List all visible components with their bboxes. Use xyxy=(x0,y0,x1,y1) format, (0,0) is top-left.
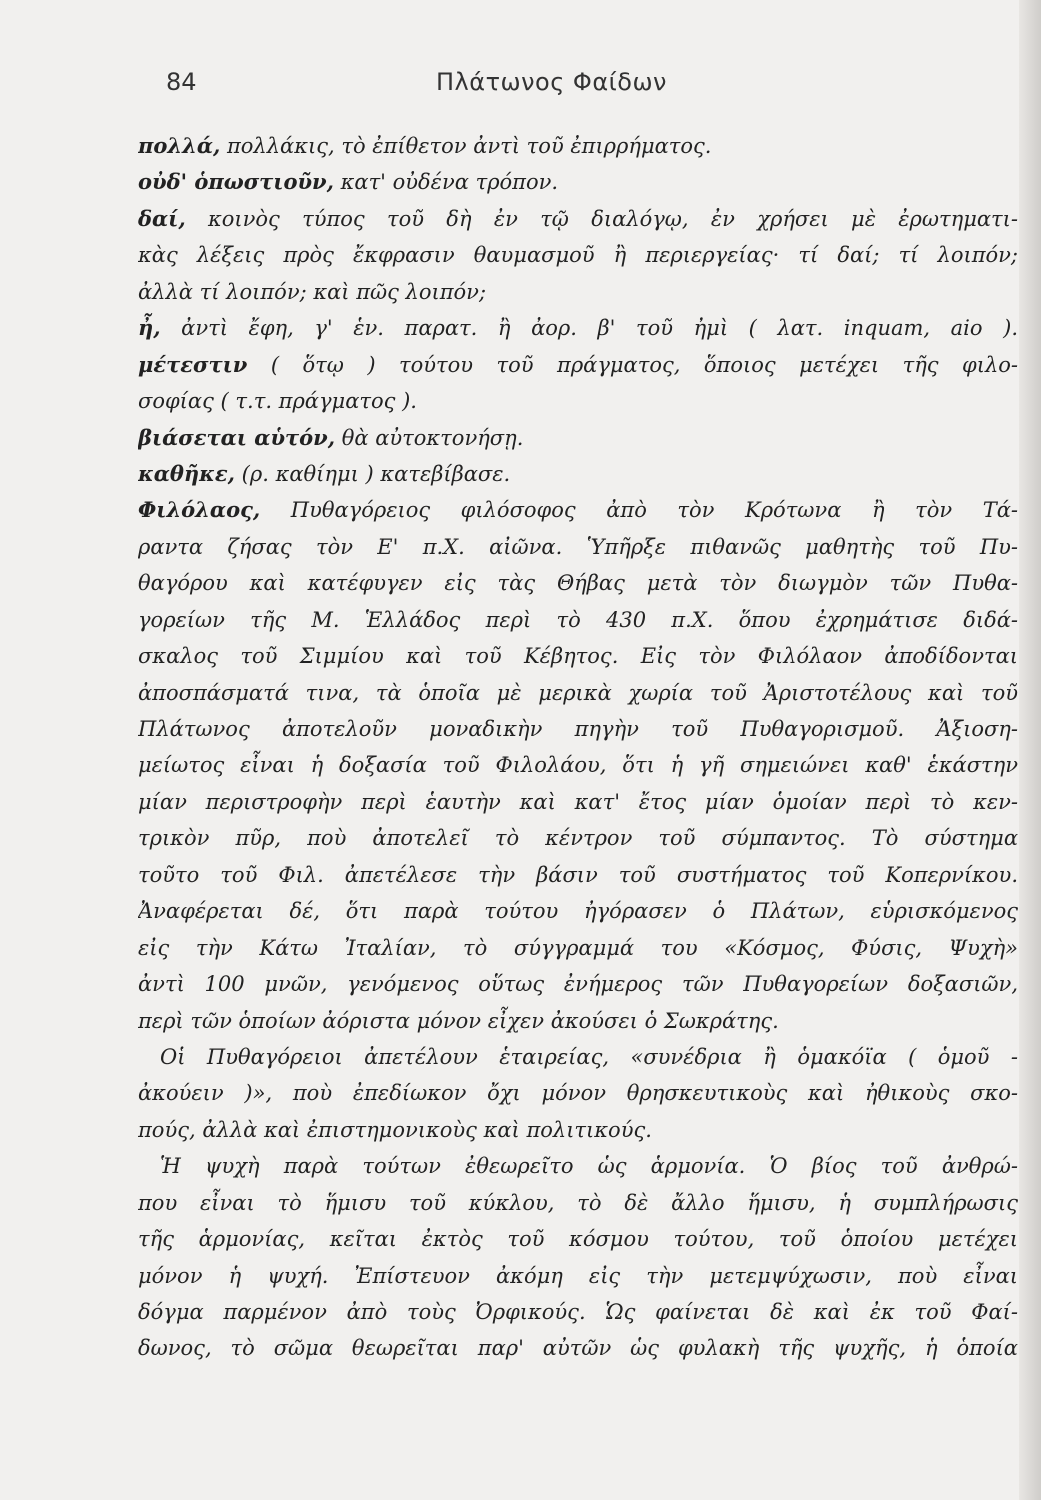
line-text: μίαν περιστροφὴν περὶ ἑαυτὴν καὶ κατ' ἔτος μίαν ὁμοίαν περὶ τὸ κεν- xyxy=(138,789,1018,814)
text-line xyxy=(138,383,1018,419)
text-line xyxy=(138,237,1018,273)
text-line xyxy=(138,201,1018,237)
text-line xyxy=(138,1112,1018,1148)
line-text: περὶ τῶν ὁποίων ἀόριστα μόνον εἶχεν ἀκούσει ὁ Σωκράτης. xyxy=(138,1008,779,1033)
text-line xyxy=(138,1185,1018,1221)
line-text: που εἶναι τὸ ἥμισυ τοῦ κύκλου, τὸ δὲ ἄλλο ἥμισυ, ἡ συμπλήρωσις xyxy=(138,1190,1018,1215)
line-text: πολλάκις, τὸ ἐπίθετον ἀντὶ τοῦ ἐπιρρήματος. xyxy=(220,134,712,158)
line-text: ραντα ζήσας τὸν Ε' π.Χ. αἰῶνα. Ὑπῆρξε πιθανῶς μαθητὴς τοῦ Πυ- xyxy=(138,534,1018,559)
text-line xyxy=(138,966,1018,1002)
line-text: δόγμα παρμένον ἀπὸ τοὺς Ὀρφικούς. Ὡς φαίνεται δὲ καὶ ἐκ τοῦ Φαί- xyxy=(138,1300,1018,1324)
line-text: Οἱ Πυθαγόρειοι ἀπετέλουν ἑταιρείας, «συνέδρια ἢ ὁμακόϊα ( ὁμοῦ - xyxy=(160,1044,1018,1069)
running-title: Πλάτωνος Φαίδων xyxy=(436,68,667,96)
line-text: (ρ. καθίημι ) κατεβίβασε. xyxy=(235,461,511,486)
glossary-term: ἦ, xyxy=(138,315,161,341)
text-line xyxy=(138,1075,1018,1111)
line-text: Ἡ ψυχὴ παρὰ τούτων ἐθεωρεῖτο ὡς ἁρμονία. Ὁ βίος τοῦ ἀνθρώ- xyxy=(160,1154,1018,1179)
commentary-text xyxy=(138,128,1018,1367)
text-line xyxy=(138,602,1018,638)
text-line xyxy=(138,820,1018,856)
text-line xyxy=(138,492,1018,528)
line-text: ἀλλὰ τί λοιπόν; καὶ πῶς λοιπόν; xyxy=(138,279,487,304)
line-text: σκαλος τοῦ Σιμμίου καὶ τοῦ Κέβητος. Εἰς τὸν Φιλόλαον ἀποδίδονται xyxy=(138,644,1018,669)
page-edge-shadow xyxy=(1019,0,1041,1500)
glossary-term: βιάσεται αὑτόν, xyxy=(138,424,336,450)
line-text: κοινὸς τύπος τοῦ δὴ ἐν τῷ διαλόγῳ, ἐν χρήσει μὲ ἐρωτηματι- xyxy=(185,206,1018,231)
line-text: γορείων τῆς Μ. Ἑλλάδος περὶ τὸ 430 π.Χ. ὅπου ἐχρημάτισε διδά- xyxy=(138,607,1018,632)
text-line xyxy=(138,857,1018,893)
line-text: μείωτος εἶναι ἡ δοξασία τοῦ Φιλολάου, ὅτι ἡ γῆ σημειώνει καθ' ἑκάστην xyxy=(138,753,1018,778)
text-line xyxy=(138,747,1018,783)
glossary-term: πολλά, xyxy=(138,133,221,158)
glossary-term: δαί, xyxy=(138,205,186,231)
line-text: τρικὸν πῦρ, ποὺ ἀποτελεῖ τὸ κέντρον τοῦ σύμπαντος. Τὸ σύστημα xyxy=(138,826,1018,851)
line-text: ἀποσπάσματά τινα, τὰ ὁποῖα μὲ μερικὰ χωρία τοῦ Ἀριστοτέλους καὶ τοῦ xyxy=(138,680,1018,705)
glossary-term: μέτεστιν xyxy=(138,351,248,377)
line-text: Πλάτωνος ἀποτελοῦν μοναδικὴν πηγὴν τοῦ Πυθαγορισμοῦ. Ἀξιοση- xyxy=(138,717,1018,741)
line-text: σοφίας ( τ.τ. πράγματος ). xyxy=(138,389,417,414)
text-line xyxy=(138,128,1018,164)
line-text: θαγόρου καὶ κατέφυγεν εἰς τὰς Θήβας μετὰ τὸν διωγμὸν τῶν Πυθα- xyxy=(138,571,1018,596)
text-line xyxy=(138,675,1018,711)
line-text: κατ' οὐδένα τρόπον. xyxy=(333,170,559,195)
text-line xyxy=(138,1294,1018,1330)
glossary-term: Φιλόλαος, xyxy=(138,497,261,523)
text-line xyxy=(138,274,1018,310)
text-line xyxy=(138,565,1018,601)
line-text: κὰς λέξεις πρὸς ἔκφρασιν θαυμασμοῦ ἢ περιεργείας· τί δαί; τί λοιπόν; xyxy=(138,243,1018,268)
text-line xyxy=(138,893,1018,929)
line-text: τῆς ἁρμονίας, κεῖται ἐκτὸς τοῦ κόσμου τούτου, τοῦ ὁποίου μετέχει xyxy=(138,1227,1018,1252)
text-line xyxy=(138,310,1018,346)
text-line xyxy=(138,164,1018,200)
text-line xyxy=(138,1148,1018,1184)
line-text: ἀντὶ ἔφη, γ' ἑν. παρατ. ἢ ἀορ. β' τοῦ ἠμὶ ( λατ. inquam, aio ). xyxy=(160,316,1018,341)
text-line xyxy=(138,1330,1018,1366)
text-line xyxy=(138,784,1018,820)
text-line xyxy=(138,930,1018,966)
text-line xyxy=(138,1258,1018,1294)
line-text: ( ὅτῳ ) τούτου τοῦ πράγματος, ὅποιος μετέχει τῆς φιλο- xyxy=(247,352,1018,377)
text-line xyxy=(138,1039,1018,1075)
line-text: Πυθαγόρειος φιλόσοφος ἀπὸ τὸν Κρότωνα ἢ τὸν Τά- xyxy=(260,498,1018,523)
line-text: τοῦτο τοῦ Φιλ. ἀπετέλεσε τὴν βάσιν τοῦ συστήματος τοῦ Κοπερνίκου. xyxy=(138,862,1018,887)
glossary-term: καθῆκε, xyxy=(138,460,235,486)
page-number: 84 xyxy=(166,68,197,96)
text-line xyxy=(138,638,1018,674)
line-text: μόνον ἡ ψυχή. Ἐπίστευον ἀκόμη εἰς τὴν μετεμψύχωσιν, ποὺ εἶναι xyxy=(138,1263,1018,1288)
text-line xyxy=(138,347,1018,383)
line-text: ἀντὶ 100 μνῶν, γενόμενος οὕτως ἐνήμερος τῶν Πυθαγορείων δοξασιῶν, xyxy=(138,972,1018,997)
text-line xyxy=(138,1003,1018,1039)
line-text: δωνος, τὸ σῶμα θεωρεῖται παρ' αὐτῶν ὡς φυλακὴ τῆς ψυχῆς, ἡ ὁποία xyxy=(138,1336,1018,1361)
line-text: Ἀναφέρεται δέ, ὅτι παρὰ τούτου ἠγόρασεν ὁ Πλάτων, εὑρισκόμενος xyxy=(138,899,1018,924)
text-line xyxy=(138,711,1018,747)
text-line xyxy=(138,529,1018,565)
glossary-term: οὐδ' ὁπωστιοῦν, xyxy=(138,169,334,195)
text-line xyxy=(138,456,1018,492)
line-text: ἀκούειν )», ποὺ ἐπεδίωκον ὄχι μόνον θρησκευτικοὺς καὶ ἠθικοὺς σκο- xyxy=(138,1081,1018,1106)
text-line xyxy=(138,420,1018,456)
line-text: θὰ αὐτοκτονήσῃ. xyxy=(335,425,524,450)
text-line xyxy=(138,1221,1018,1257)
line-text: πούς, ἀλλὰ καὶ ἐπιστημονικοὺς καὶ πολιτικούς. xyxy=(138,1117,652,1142)
line-text: εἰς τὴν Κάτω Ἰταλίαν, τὸ σύγγραμμά του «Κόσμος, Φύσις, Ψυχὴ» xyxy=(138,935,1018,960)
page-header xyxy=(0,68,1041,108)
